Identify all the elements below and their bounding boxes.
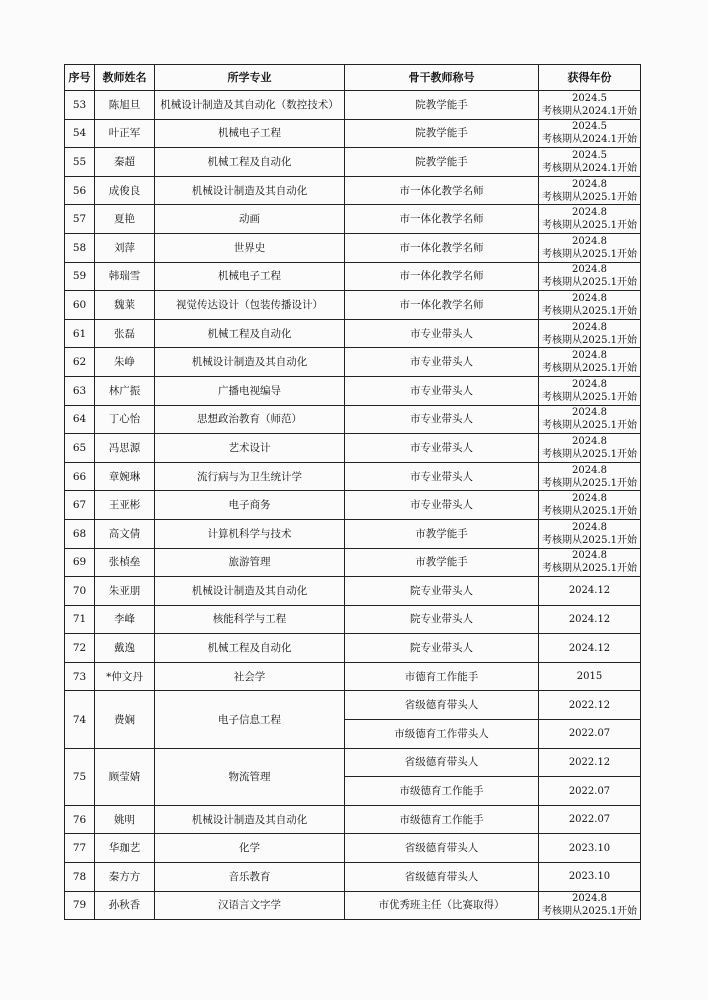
row-number: 58	[65, 233, 95, 262]
teacher-name: 韩瑞雪	[95, 262, 155, 291]
year-cell	[539, 176, 641, 205]
row-number: 65	[65, 434, 95, 463]
teacher-name: 顾莹婧	[95, 748, 155, 805]
year-value: 2024.12	[568, 613, 611, 625]
year-note: 考核期从2024.1开始	[542, 134, 637, 146]
table-row	[65, 205, 641, 234]
year-value: 2023.10	[568, 871, 611, 883]
row-number: 63	[65, 376, 95, 405]
major: 机械电子工程	[155, 262, 345, 291]
row-number: 77	[65, 834, 95, 863]
year-value: 2022.07	[568, 814, 611, 826]
year-cell: 2022.07	[539, 777, 641, 806]
row-number: 69	[65, 548, 95, 577]
major: 广播电视编导	[155, 376, 345, 405]
teacher-name: 冯思源	[95, 434, 155, 463]
teacher-title: 市一体化教学名师	[345, 176, 539, 205]
teacher-title: 院专业带头人	[345, 577, 539, 606]
teacher-title: 市教学能手	[345, 548, 539, 577]
teacher-title: 市级德育工作带头人	[345, 720, 539, 749]
table-row	[65, 462, 641, 491]
teacher-title: 市一体化教学名师	[345, 291, 539, 320]
year-cell	[539, 634, 641, 663]
year-cell: 2022.07	[539, 720, 641, 749]
year-value: 2024.8	[572, 292, 607, 304]
table-row	[65, 176, 641, 205]
major: 电子信息工程	[155, 691, 345, 748]
teacher-name: 秦超	[95, 148, 155, 177]
year-cell	[539, 462, 641, 491]
teacher-name: 孙秋香	[95, 891, 155, 920]
major: 音乐教育	[155, 863, 345, 892]
year-cell	[539, 348, 641, 377]
table-row	[65, 91, 641, 120]
year-value: 2024.8	[572, 550, 607, 562]
row-number: 67	[65, 491, 95, 520]
year-value: 2024.8	[572, 435, 607, 447]
year-note: 考核期从2025.1开始	[542, 477, 637, 489]
row-number: 54	[65, 119, 95, 148]
table-row	[65, 805, 641, 834]
year-cell	[539, 405, 641, 434]
year-cell	[539, 834, 641, 863]
year-note: 考核期从2025.1开始	[542, 334, 637, 346]
teacher-name: 姚明	[95, 805, 155, 834]
major: 流行病与为卫生统计学	[155, 462, 345, 491]
teacher-title: 院专业带头人	[345, 634, 539, 663]
row-number: 72	[65, 634, 95, 663]
table-row	[65, 491, 641, 520]
year-cell	[539, 376, 641, 405]
year-value: 2024.8	[572, 521, 607, 533]
table-row	[65, 405, 641, 434]
teacher-name: 朱亚朋	[95, 577, 155, 606]
year-note: 考核期从2024.1开始	[542, 105, 637, 117]
row-number: 73	[65, 662, 95, 691]
year-value: 2024.8	[572, 378, 607, 390]
year-cell	[539, 233, 641, 262]
teacher-title: 市级德育工作能手	[345, 777, 539, 806]
year-note: 考核期从2025.1开始	[542, 305, 637, 317]
year-note: 考核期从2024.1开始	[542, 162, 637, 174]
year-cell	[539, 319, 641, 348]
header-major: 所学专业	[155, 65, 345, 91]
year-note: 考核期从2025.1开始	[542, 448, 637, 460]
row-number: 76	[65, 805, 95, 834]
teacher-title: 市级德育工作能手	[345, 805, 539, 834]
teacher-title: 市专业带头人	[345, 319, 539, 348]
table-row	[65, 691, 641, 720]
row-number: 59	[65, 262, 95, 291]
table-row	[65, 291, 641, 320]
row-number: 62	[65, 348, 95, 377]
year-cell	[539, 548, 641, 577]
major: 机械设计制造及其自动化	[155, 577, 345, 606]
teacher-title: 院专业带头人	[345, 605, 539, 634]
teacher-title: 院教学能手	[345, 148, 539, 177]
row-number: 71	[65, 605, 95, 634]
teacher-name: 李峰	[95, 605, 155, 634]
teacher-name: 章婉琳	[95, 462, 155, 491]
table-row	[65, 605, 641, 634]
table-row	[65, 348, 641, 377]
teacher-title: 省级德育带头人	[345, 834, 539, 863]
year-cell	[539, 91, 641, 120]
teacher-name: 成俊良	[95, 176, 155, 205]
year-note: 考核期从2025.1开始	[542, 277, 637, 289]
year-cell	[539, 863, 641, 892]
teacher-name: 张楨垒	[95, 548, 155, 577]
major: 艺术设计	[155, 434, 345, 463]
row-number: 56	[65, 176, 95, 205]
year-value: 2024.8	[572, 207, 607, 219]
year-value: 2015	[576, 671, 603, 683]
year-cell: 2022.12	[539, 748, 641, 777]
row-number: 70	[65, 577, 95, 606]
header-title: 骨干教师称号	[345, 65, 539, 91]
year-cell	[539, 891, 641, 920]
major: 机械设计制造及其自动化	[155, 348, 345, 377]
teacher-title: 院教学能手	[345, 91, 539, 120]
year-note: 考核期从2025.1开始	[542, 363, 637, 375]
teacher-title: 院教学能手	[345, 119, 539, 148]
table-row	[65, 891, 641, 920]
teacher-name: 夏艳	[95, 205, 155, 234]
header-no: 序号	[65, 65, 95, 91]
major: 核能科学与工程	[155, 605, 345, 634]
table-body	[65, 91, 641, 920]
teacher-title: 省级德育带头人	[345, 691, 539, 720]
year-value: 2024.8	[572, 264, 607, 276]
teacher-title: 市一体化教学名师	[345, 262, 539, 291]
teacher-name: 陈旭旦	[95, 91, 155, 120]
year-cell	[539, 605, 641, 634]
year-note: 考核期从2025.1开始	[542, 248, 637, 260]
table-row	[65, 834, 641, 863]
major: 机械设计制造及其自动化	[155, 176, 345, 205]
teacher-name: 费娴	[95, 691, 155, 748]
year-note: 考核期从2025.1开始	[542, 191, 637, 203]
teacher-title: 省级德育带头人	[345, 863, 539, 892]
year-value: 2024.8	[572, 493, 607, 505]
teacher-name: 张磊	[95, 319, 155, 348]
year-value: 2024.8	[572, 321, 607, 333]
teacher-title: 市专业带头人	[345, 462, 539, 491]
teacher-title: 市优秀班主任（比赛取得）	[345, 891, 539, 920]
table-row	[65, 634, 641, 663]
major: 机械工程及自动化	[155, 634, 345, 663]
year-value: 2024.8	[572, 464, 607, 476]
major: 电子商务	[155, 491, 345, 520]
year-cell	[539, 262, 641, 291]
year-cell	[539, 291, 641, 320]
table-header-row	[65, 65, 641, 91]
year-cell: 2022.12	[539, 691, 641, 720]
year-note: 考核期从2025.1开始	[542, 906, 637, 918]
teacher-name: 丁心怡	[95, 405, 155, 434]
major: 机械工程及自动化	[155, 319, 345, 348]
teacher-name: 叶正军	[95, 119, 155, 148]
table-row	[65, 376, 641, 405]
table-row	[65, 662, 641, 691]
major: 旅游管理	[155, 548, 345, 577]
header-name: 教师姓名	[95, 65, 155, 91]
row-number: 79	[65, 891, 95, 920]
year-value: 2024.12	[568, 585, 611, 597]
table-row	[65, 119, 641, 148]
teacher-title: 市专业带头人	[345, 405, 539, 434]
table-row	[65, 319, 641, 348]
major: 动画	[155, 205, 345, 234]
table-row	[65, 233, 641, 262]
row-number: 57	[65, 205, 95, 234]
major: 社会学	[155, 662, 345, 691]
teacher-title: 市专业带头人	[345, 434, 539, 463]
major: 化学	[155, 834, 345, 863]
teacher-title: 市专业带头人	[345, 376, 539, 405]
year-value: 2024.8	[572, 407, 607, 419]
table-row	[65, 148, 641, 177]
year-note: 考核期从2025.1开始	[542, 563, 637, 575]
row-number: 53	[65, 91, 95, 120]
year-cell	[539, 491, 641, 520]
table-row	[65, 577, 641, 606]
teacher-title: 市专业带头人	[345, 348, 539, 377]
year-note: 考核期从2025.1开始	[542, 220, 637, 232]
major: 计算机科学与技术	[155, 519, 345, 548]
year-note: 考核期从2025.1开始	[542, 534, 637, 546]
major: 汉语言文字学	[155, 891, 345, 920]
teacher-name: 秦方方	[95, 863, 155, 892]
year-value: 2024.5	[572, 149, 607, 161]
row-number: 78	[65, 863, 95, 892]
year-value: 2023.10	[568, 842, 611, 854]
teacher-title: 省级德育带头人	[345, 748, 539, 777]
year-value: 2024.8	[572, 235, 607, 247]
year-cell	[539, 519, 641, 548]
teacher-name: 华珈艺	[95, 834, 155, 863]
year-cell	[539, 577, 641, 606]
teacher-title: 市教学能手	[345, 519, 539, 548]
row-number: 64	[65, 405, 95, 434]
major: 机械工程及自动化	[155, 148, 345, 177]
row-number: 74	[65, 691, 95, 748]
major: 世界史	[155, 233, 345, 262]
row-number: 66	[65, 462, 95, 491]
major: 思想政治教育（师范）	[155, 405, 345, 434]
table-row	[65, 519, 641, 548]
row-number: 61	[65, 319, 95, 348]
major: 物流管理	[155, 748, 345, 805]
teacher-name: 王亚彬	[95, 491, 155, 520]
year-note: 考核期从2025.1开始	[542, 391, 637, 403]
teacher-title: 市德育工作能手	[345, 662, 539, 691]
major: 机械设计制造及其自动化	[155, 805, 345, 834]
table-row	[65, 548, 641, 577]
row-number: 55	[65, 148, 95, 177]
teacher-table	[64, 64, 641, 920]
teacher-title: 市一体化教学名师	[345, 205, 539, 234]
major: 机械电子工程	[155, 119, 345, 148]
teacher-name: 刘萍	[95, 233, 155, 262]
header-year: 获得年份	[539, 65, 641, 91]
major: 视觉传达设计（包装传播设计）	[155, 291, 345, 320]
year-cell	[539, 434, 641, 463]
year-note: 考核期从2025.1开始	[542, 506, 637, 518]
year-cell	[539, 805, 641, 834]
year-cell	[539, 148, 641, 177]
teacher-name: 高文倩	[95, 519, 155, 548]
row-number: 75	[65, 748, 95, 805]
year-value: 2024.12	[568, 642, 611, 654]
year-cell	[539, 205, 641, 234]
row-number: 60	[65, 291, 95, 320]
table-row	[65, 863, 641, 892]
year-cell	[539, 662, 641, 691]
year-note: 考核期从2025.1开始	[542, 420, 637, 432]
table-row	[65, 748, 641, 777]
year-value: 2024.5	[572, 121, 607, 133]
teacher-name: 朱峥	[95, 348, 155, 377]
table-row	[65, 434, 641, 463]
teacher-name: 魏莱	[95, 291, 155, 320]
teacher-title: 市专业带头人	[345, 491, 539, 520]
table-row	[65, 262, 641, 291]
teacher-name: 戴逸	[95, 634, 155, 663]
teacher-name: *仲文丹	[95, 662, 155, 691]
year-value: 2024.5	[572, 92, 607, 104]
major: 机械设计制造及其自动化（数控技术）	[155, 91, 345, 120]
year-value: 2024.8	[572, 350, 607, 362]
teacher-title: 市一体化教学名师	[345, 233, 539, 262]
teacher-name: 林广振	[95, 376, 155, 405]
year-value: 2024.8	[572, 893, 607, 905]
year-cell	[539, 119, 641, 148]
year-value: 2024.8	[572, 178, 607, 190]
row-number: 68	[65, 519, 95, 548]
